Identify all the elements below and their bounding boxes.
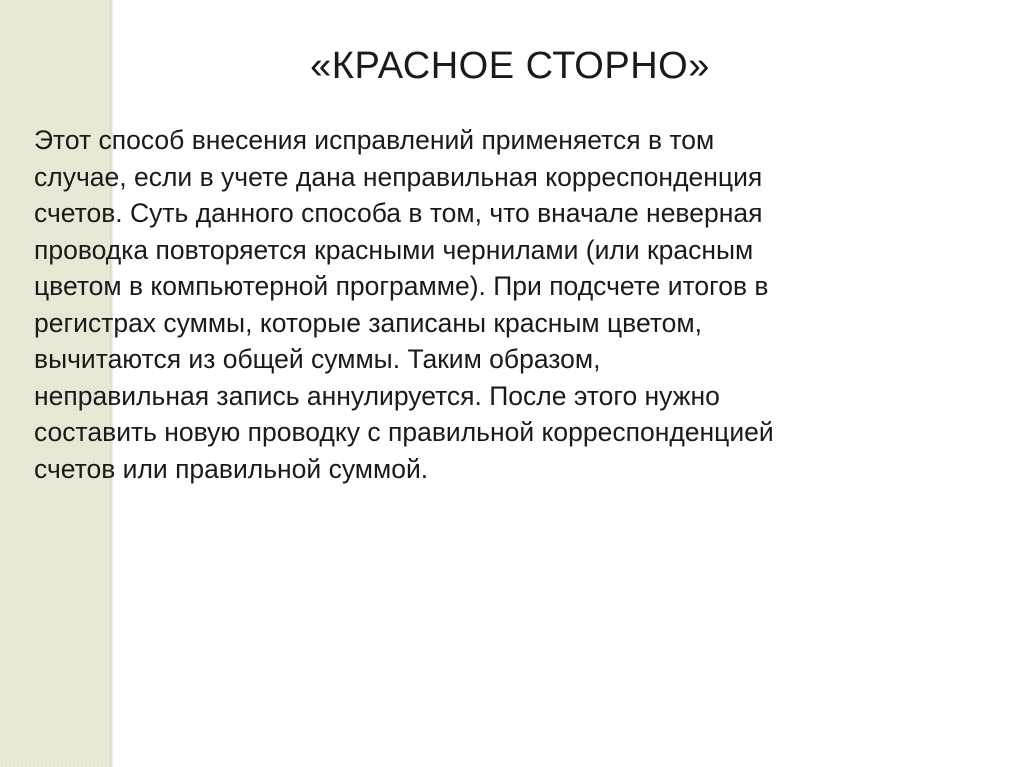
- body-line: вычитаются из общей суммы. Таким образом,: [34, 344, 601, 374]
- body-line: цветом в компьютерной программе). При подсчете итогов в: [34, 271, 769, 301]
- body-line: регистрах суммы, которые записаны красным цветом,: [34, 307, 702, 338]
- body-line: Этот способ внесения исправлений применяется в том: [34, 125, 715, 155]
- slide-title: «КРАСНОЕ СТОРНО»: [310, 45, 710, 87]
- body-line: неправильная запись аннулируется. После этого нужно: [34, 380, 720, 411]
- body-line: проводка повторяется красными чернилами (или красным: [34, 234, 754, 265]
- body-line: счетов. Суть данного способа в том, что вначале неверная: [34, 198, 763, 228]
- body-line: счетов или правильной суммой.: [34, 453, 429, 484]
- slide-body-text: [34, 122, 992, 487]
- body-line: случае, если в учете дана неправильная корреспонденция: [34, 161, 763, 192]
- body-line: составить новую проводку с правильной корреспонденцией: [34, 417, 774, 447]
